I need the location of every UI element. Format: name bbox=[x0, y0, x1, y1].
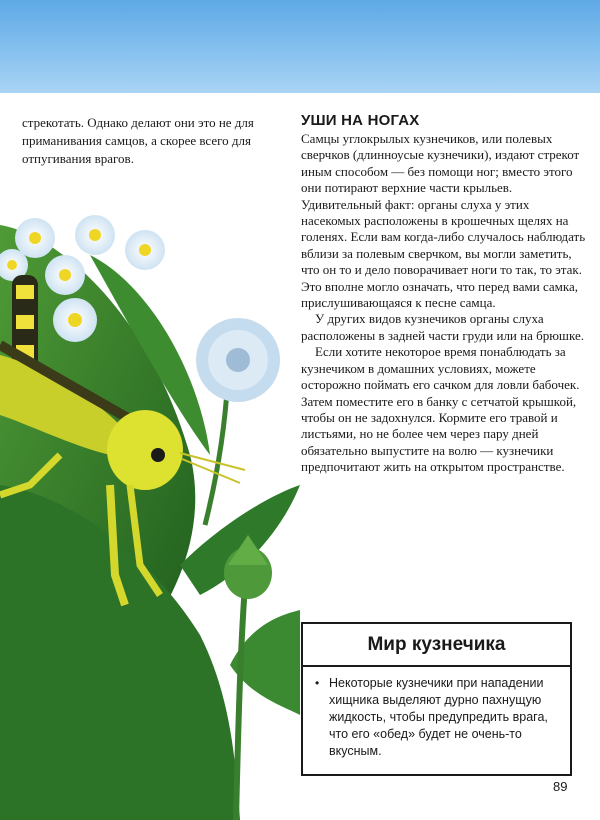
info-box-title: Мир кузнечика bbox=[303, 624, 570, 667]
article-paragraph: Самцы углокрылых кузнечиков, или полевых сверчков (длинноусые кузнечики), издают стрекот иным способом — без помощи ног; вместо этого они потирают верхние части крыльев. Удивительный факт: органы слуха у этих насекомых расположены в крошечных щелях на голенях. Если вам когда-либо случалось наблюдать вблизи за полевым сверчком, вы могли заметить, что он то и дело поворачивает ноги то так, то этак. Это вполне могло означать, что перед вами самка, прислушивающаяся к песне самца. bbox=[301, 131, 586, 311]
daisy-flower bbox=[75, 215, 115, 255]
daisy-flower bbox=[53, 298, 97, 342]
article-paragraph: У других видов кузнечиков органы слуха расположены в задней части груди или на брюшке. bbox=[301, 311, 584, 343]
sky-banner bbox=[0, 0, 600, 93]
lead-paragraph: стрекотать. Однако делают они это не для приманивания самцов, а скорее всего для отпугивания врагов. bbox=[22, 115, 254, 166]
info-box bbox=[301, 622, 572, 776]
daisy-flower bbox=[45, 255, 85, 295]
daisy-flower bbox=[125, 230, 165, 270]
info-box-item bbox=[303, 667, 570, 760]
page-number: 89 bbox=[553, 779, 568, 794]
bullet-icon: • bbox=[315, 676, 320, 690]
blue-flower bbox=[196, 318, 280, 402]
article-body bbox=[301, 131, 591, 476]
section-title: УШИ НА НОГАХ bbox=[301, 112, 420, 129]
stem bbox=[236, 585, 245, 820]
article-paragraph: Если хотите некоторое время понаблюдать за кузнечиком в домашних условиях, можете осторожно поймать его сачком для ловли бабочек. Затем поместите его в банку с сетчатой крышкой, чтобы он не задохнулся. Кормите его травой и листьями, но не более чем через пару дней обязательно выпустите на волю — кузнечики предпочитают жить на открытом пространстве. bbox=[301, 344, 580, 475]
info-box-text: Некоторые кузнечики при нападении хищника выделяют дурно пахнущую жидкость, чтобы предупредить врага, что его «обед» будет не очень-то вкусным. bbox=[329, 676, 548, 758]
grasshopper-illustration bbox=[0, 195, 300, 820]
